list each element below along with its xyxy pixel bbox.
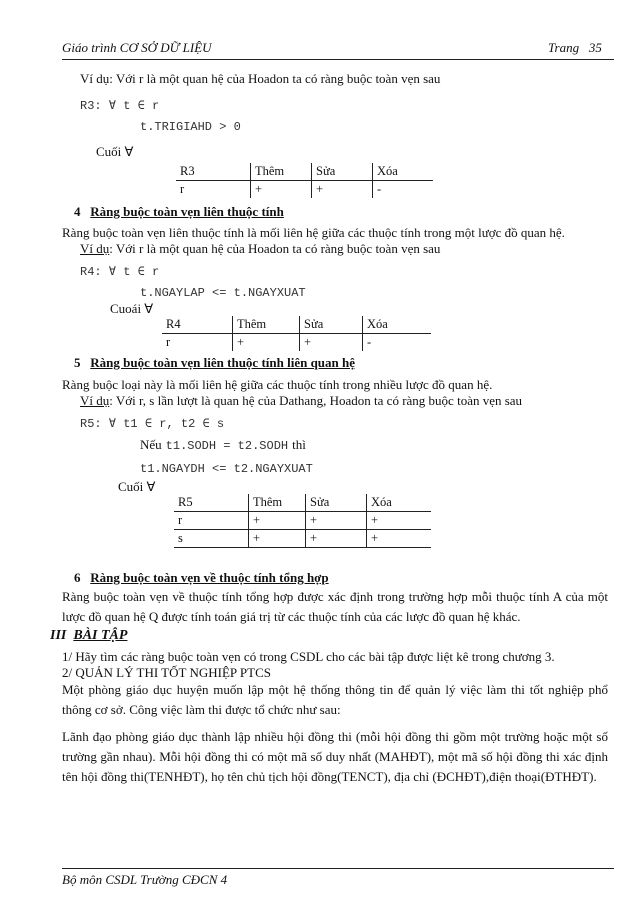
r3-quantifier: R3: ∀ t ∈ r	[80, 99, 160, 113]
example-label: Ví dụ	[80, 241, 110, 256]
r3-table	[176, 163, 433, 198]
section-5-title: Ràng buộc toàn vẹn liên thuộc tính liên quan hệ	[90, 355, 356, 370]
section-4-heading	[74, 204, 284, 220]
r5-quantifier: R5: ∀ t1 ∈ r, t2 ∈ s	[80, 417, 225, 431]
example-text: : Với r, s lần lượt là quan hệ của Dathang, Hoadon ta có ràng buộc toàn vẹn sau	[109, 393, 523, 408]
section-iii-heading	[50, 628, 127, 644]
r3-example: Ví dụ: Với r là một quan hệ của Hoadon ta có ràng buộc toàn vẹn sau	[80, 71, 441, 86]
table-cell: +	[312, 181, 373, 199]
table-cell: r	[176, 181, 251, 199]
table-header-cell: Xóa	[363, 316, 432, 334]
section-4-title: Ràng buộc toàn vẹn liên thuộc tính	[90, 204, 284, 219]
exercise-1: 1/ Hãy tìm các ràng buộc toàn vẹn có trong CSDL cho các bài tập được liệt kê trong chương 3.	[62, 649, 555, 664]
table-cell: s	[174, 530, 249, 548]
table-cell: +	[306, 512, 367, 530]
section-5-heading	[74, 355, 355, 371]
r4-end: Cuoái ∀	[110, 301, 154, 316]
exercise-2-desc: Lãnh đạo phòng giáo dục thành lập nhiều hội đồng thi (mỗi hội đồng thi gồm một trường hoặc một số trường gần nhau). Mỗi hội đồng thi có một mã số duy nhất (MAHĐT), một mã số hội đồng thi xác định tên hội đồng thi(TENHĐT), họ tên chủ tịch hội đồng(TENCT), địa chỉ (ĐCHĐT),điện thoại(ĐTHĐT).	[62, 729, 608, 784]
table-header-cell: R5	[174, 494, 249, 512]
table-cell: +	[233, 334, 300, 352]
section-iii-number: III	[50, 628, 67, 643]
if-condition: t1.SODH = t2.SODH	[165, 439, 289, 453]
header-rule	[62, 59, 614, 60]
r3-end: Cuối ∀	[96, 144, 134, 159]
r3-condition: t.TRIGIAHD > 0	[140, 120, 241, 134]
table-header-cell: Thêm	[233, 316, 300, 334]
section-4-number: 4	[74, 204, 81, 219]
footer-text: Bộ môn CSDL Trường CĐCN 4	[62, 872, 228, 887]
table-cell: -	[377, 182, 382, 196]
table-header-cell: Sửa	[300, 316, 363, 334]
table-header-cell: Sửa	[312, 163, 373, 181]
exercise-2-intro: Một phòng giáo dục huyện muốn lập một hệ thống thông tin để quản lý việc làm thi tốt nghiệp phổ thông cơ sở. Công việc làm thi được tổ chức như sau:	[62, 682, 608, 717]
table-cell: +	[367, 512, 432, 530]
table-header-cell: Thêm	[249, 494, 306, 512]
header-title: Giáo trình CƠ SỞ DỮ LIỆU	[62, 40, 212, 55]
section-5-example	[80, 392, 522, 410]
section-6-desc: Ràng buộc toàn vẹn về thuộc tính tổng hợp được xác định trong trường hợp mỗi thuộc tính A của một lược đồ quan hệ Q được tính toán giá trị từ các thuộc tính của các lược đồ quan hệ khác.	[62, 589, 608, 624]
r5-if-line	[140, 436, 306, 454]
page-number: Trang 35	[548, 40, 602, 55]
table-cell: +	[367, 530, 432, 548]
section-6-title: Ràng buộc toàn vẹn về thuộc tính tổng hợp	[90, 570, 329, 585]
section-6-number: 6	[74, 570, 81, 585]
table-cell: +	[249, 530, 306, 548]
table-header-cell: R4	[162, 316, 233, 334]
table-header-cell: Sửa	[306, 494, 367, 512]
section-5-desc: Ràng buộc loại này là mối liên hệ giữa các thuộc tính trong nhiều lược đồ quan hệ.	[62, 377, 493, 392]
r4-quantifier: R4: ∀ t ∈ r	[80, 265, 160, 279]
r4-condition: t.NGAYLAP <= t.NGAYXUAT	[140, 286, 306, 300]
section-5-number: 5	[74, 355, 81, 370]
table-header-cell: R3	[176, 163, 251, 181]
if-word: Nếu	[140, 437, 162, 452]
footer-rule	[62, 868, 614, 869]
exercise-2-title: 2/ QUẢN LÝ THI TỐT NGHIỆP PTCS	[62, 665, 271, 680]
example-text: : Với r là một quan hệ của Hoadon ta có ràng buộc toàn vẹn sau	[109, 241, 441, 256]
table-cell: +	[306, 530, 367, 548]
then-word: thì	[292, 437, 306, 452]
table-header-cell: Xóa	[373, 163, 434, 181]
r5-end: Cuối ∀	[118, 479, 156, 494]
example-label: Ví dụ	[80, 393, 110, 408]
table-header-cell: Thêm	[251, 163, 312, 181]
table-cell: -	[367, 335, 372, 349]
table-cell: +	[300, 334, 363, 352]
table-cell: +	[251, 181, 312, 199]
table-cell: r	[174, 512, 249, 530]
r5-condition: t1.NGAYDH <= t2.NGAYXUAT	[140, 462, 313, 476]
section-iii-title: BÀI TẬP	[73, 628, 128, 643]
section-6-heading	[74, 570, 329, 586]
table-cell: +	[249, 512, 306, 530]
section-4-desc: Ràng buộc toàn vẹn liên thuộc tính là mối liên hệ giữa các thuộc tính trong một lược đồ quan hệ.	[62, 225, 565, 240]
r4-table	[162, 316, 431, 351]
section-4-example	[80, 240, 440, 258]
table-header-cell: Xóa	[367, 494, 432, 512]
r5-table	[174, 494, 431, 548]
table-cell: r	[162, 334, 233, 352]
